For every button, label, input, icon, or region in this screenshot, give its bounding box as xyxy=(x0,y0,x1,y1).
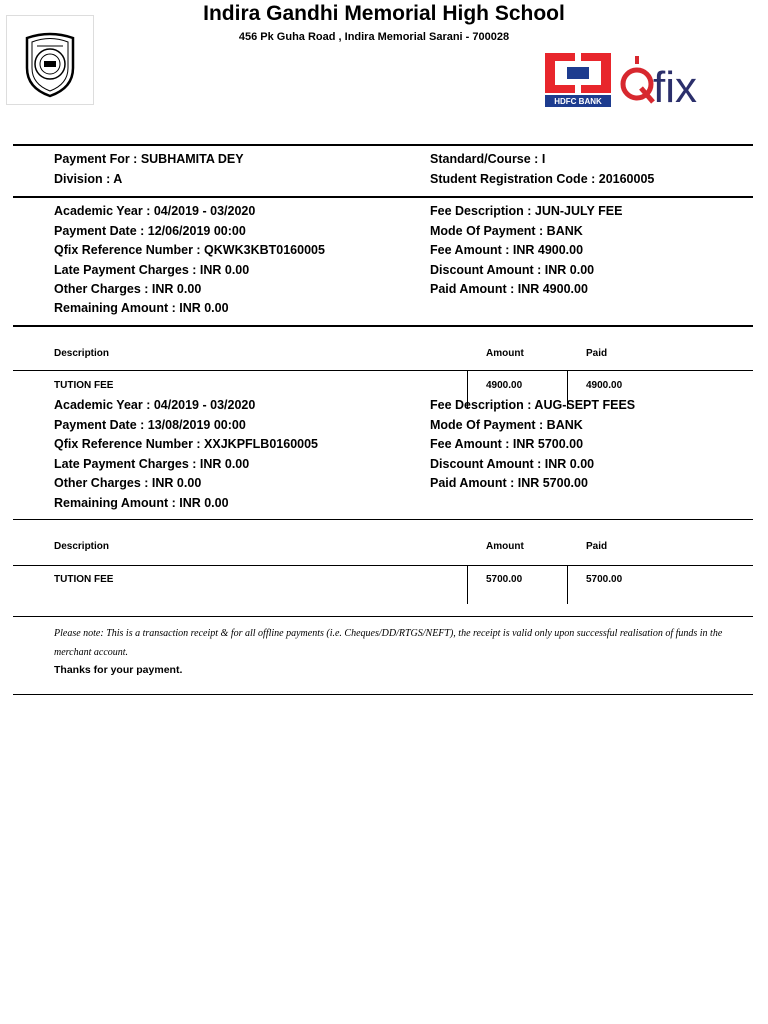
table-cell-description: TUTION FEE xyxy=(54,380,114,391)
table-cell-amount: 5700.00 xyxy=(486,574,523,585)
hdfc-logo-icon xyxy=(545,53,611,107)
school-logo xyxy=(6,15,94,105)
standard-course: Standard/Course : I xyxy=(430,152,546,166)
qfix-logo-icon xyxy=(619,52,714,110)
fee-description: Fee Description : AUG-SEPT FEES xyxy=(430,398,636,412)
academic-year: Academic Year : 04/2019 - 03/2020 xyxy=(54,398,256,412)
table-header-paid: Paid xyxy=(586,541,608,552)
table-header-paid: Paid xyxy=(586,348,608,359)
school-address: 456 Pk Guha Road , Indira Memorial Sarani - 700028 xyxy=(238,31,510,43)
late-payment-charges: Late Payment Charges : INR 0.00 xyxy=(54,457,250,471)
late-payment-charges: Late Payment Charges : INR 0.00 xyxy=(54,263,250,277)
divider xyxy=(13,616,753,617)
table-divider xyxy=(13,565,753,566)
paid-amount: Paid Amount : INR 5700.00 xyxy=(430,476,588,490)
qfix-reference: Qfix Reference Number : QKWK3KBT0160005 xyxy=(54,243,325,257)
divider xyxy=(13,519,753,520)
divider xyxy=(13,196,753,198)
remaining-amount: Remaining Amount : INR 0.00 xyxy=(54,496,229,510)
table-column-line xyxy=(567,566,568,604)
table-cell-description: TUTION FEE xyxy=(54,574,114,585)
payment-date: Payment Date : 12/06/2019 00:00 xyxy=(54,224,246,238)
discount-amount: Discount Amount : INR 0.00 xyxy=(430,263,595,277)
payment-for: Payment For : SUBHAMITA DEY xyxy=(54,152,244,166)
fee-amount: Fee Amount : INR 4900.00 xyxy=(430,243,584,257)
divider xyxy=(13,694,753,695)
other-charges: Other Charges : INR 0.00 xyxy=(54,282,202,296)
remaining-amount: Remaining Amount : INR 0.00 xyxy=(54,301,229,315)
qfix-logo-text: fix xyxy=(653,63,697,110)
receipt-note: Please note: This is a transaction receipt & for all offline payments (i.e. Cheques/DD/RTGS/NEFT), the receipt is valid only upon successful realisation of funds in the merchant account. xyxy=(54,628,723,658)
table-header-amount: Amount xyxy=(486,348,524,359)
table-divider xyxy=(13,370,753,371)
qfix-logo xyxy=(619,52,714,110)
table-header-description: Description xyxy=(54,348,110,359)
table-column-line xyxy=(467,566,468,604)
discount-amount: Discount Amount : INR 0.00 xyxy=(430,457,595,471)
mode-of-payment: Mode Of Payment : BANK xyxy=(430,418,583,432)
school-name: Indira Gandhi Memorial High School xyxy=(203,2,565,25)
hdfc-logo-text: HDFC BANK xyxy=(554,97,602,106)
other-charges: Other Charges : INR 0.00 xyxy=(54,476,202,490)
registration-code: Student Registration Code : 20160005 xyxy=(430,172,655,186)
mode-of-payment: Mode Of Payment : BANK xyxy=(430,224,583,238)
division: Division : A xyxy=(54,172,123,186)
school-emblem-icon xyxy=(7,16,93,104)
table-cell-amount: 4900.00 xyxy=(486,380,523,391)
qfix-reference: Qfix Reference Number : XXJKPFLB0160005 xyxy=(54,437,318,451)
divider xyxy=(13,144,753,146)
table-header-description: Description xyxy=(54,541,110,552)
table-header-amount: Amount xyxy=(486,541,524,552)
divider xyxy=(13,325,753,327)
academic-year: Academic Year : 04/2019 - 03/2020 xyxy=(54,204,256,218)
thanks-text: Thanks for your payment. xyxy=(54,664,183,676)
hdfc-bank-logo xyxy=(545,53,611,107)
fee-description: Fee Description : JUN-JULY FEE xyxy=(430,204,623,218)
paid-amount: Paid Amount : INR 4900.00 xyxy=(430,282,588,296)
fee-amount: Fee Amount : INR 5700.00 xyxy=(430,437,584,451)
table-cell-paid: 5700.00 xyxy=(586,574,623,585)
table-cell-paid: 4900.00 xyxy=(586,380,623,391)
payment-date: Payment Date : 13/08/2019 00:00 xyxy=(54,418,246,432)
